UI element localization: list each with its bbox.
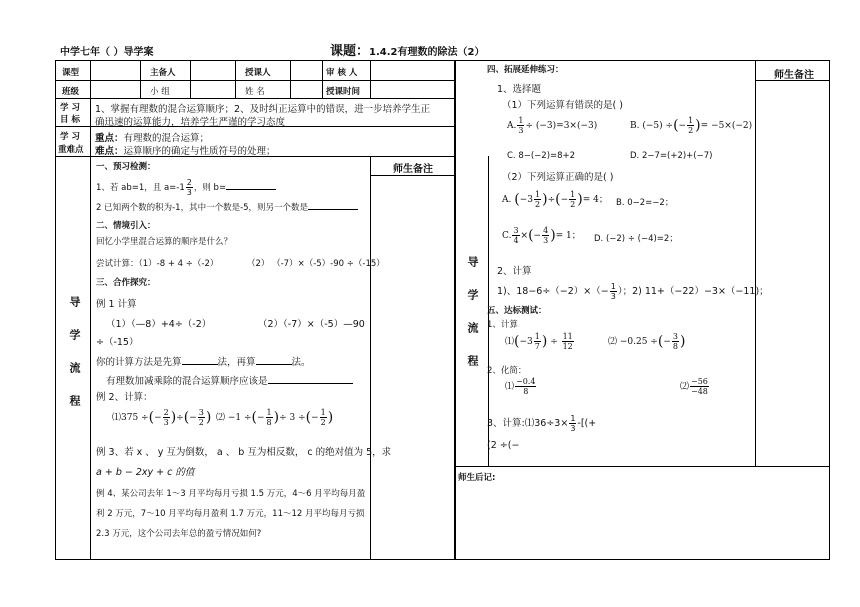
example-1a: （1）（—8）+4÷（-2） (106, 319, 212, 330)
test-calc-4: (2 ÷(− (487, 440, 520, 451)
difficult-point: 难点：运算顺序的确定与性质符号的处理； (95, 146, 276, 157)
notes-label-left: 师生备注 (393, 164, 433, 175)
choose-title: 1、选择题 (497, 84, 542, 95)
choose-q2-c: C. $\frac{3}{4}$ ×(− $\frac{4}{3}$ )= 1； (502, 226, 581, 245)
section-intro: 二、情境引入： (96, 221, 156, 231)
example-1-title: 例 1 计算 (96, 299, 137, 310)
section-test: 五、达标测试： (487, 306, 547, 316)
choose-q1: （1）下列运算有错误的是( ) (502, 100, 623, 111)
choose-q2-a: A. (−3 $\frac{1}{2}$ )÷(− $\frac{1}{2}$ )= 4； (502, 190, 608, 209)
test-calc-3: 3、计算:⑴36÷3× $\frac{1}{3}$ -[(+ (487, 414, 597, 433)
choose-q1-d: D. 2−7=(+2)+(−7) (630, 151, 713, 161)
goals-text-2: 确迅速的运算能力，培养学生严谨的学习态度 (95, 117, 286, 128)
flow-label-right: 导学流程 (466, 256, 479, 388)
notes-label-right: 师生备注 (774, 70, 814, 81)
choose-q2-b: B. 0−2=−2； (616, 198, 674, 208)
example-4b: 利 2 万元，7～10 月平均每月盈利 1.7 万元，11～12 月平均每月亏损 (96, 509, 365, 519)
order-question: 有理数加减乘除的混合运算顺序应该是 (106, 373, 353, 387)
intro-question: 回忆小学里混合运算的顺序是什么？ (96, 237, 233, 247)
lecturer-label: 授课人 (245, 68, 271, 78)
method-question: 你的计算方法是先算 法，再算 法。 (96, 357, 311, 368)
example-3b: a + b − 2xy + c 的值 (96, 467, 195, 478)
name-label: 姓 名 (245, 87, 265, 97)
q1: 1、若 ab=1，且 a=-1 $\frac{2}{3}$ ，则 b= (96, 178, 276, 197)
example-3a: 例 3、若 x 、 y 互为倒数， a 、 b 互为相反数， c 的绝对值为 5，求 (96, 447, 392, 458)
example-2a: ⑴375 ÷(− $\frac{2}{3}$ )÷(− $\frac{3}{2}$ ) (112, 408, 212, 427)
key-point: 重点：有理数的混合运算； (95, 133, 210, 144)
test-calc-2: ⑵ −0.25 ÷(− $\frac{3}{8}$ ) (608, 332, 686, 351)
section-preview: 一、预习检测： (96, 162, 156, 172)
try-calc-2: （2） （-7）×（-5）-90 ÷（-15） (247, 259, 385, 269)
section-extend: 四、拓展延伸练习： (487, 65, 564, 75)
try-calc-1: 尝试计算：（1）-8 + 4 ÷（-2） (96, 259, 219, 269)
key-label-2: 重难点 (58, 145, 84, 155)
class-label: 班级 (62, 87, 80, 97)
key-label-1: 学 习 (60, 132, 80, 142)
example-2-title: 例 2、计算： (96, 392, 153, 403)
reviewer-label: 审 核 人 (326, 68, 358, 78)
choose-q2: （2）下列运算正确的是( ) (502, 172, 614, 183)
goals-label-2: 目 标 (60, 115, 80, 125)
grade-header: 中学七年（ ）导学案 (60, 47, 154, 58)
section-explore: 三、合作探究： (96, 278, 156, 288)
goals-label-1: 学 习 (60, 103, 80, 113)
example-4a: 例 4、某公司去年 1～3 月平均每月亏损 1.5 万元，4～6 月平均每月盈 (96, 489, 366, 499)
choose-q1-a: A. $\frac{1}{3}$ ÷ (−3)=3×(−3) (507, 116, 598, 135)
simplify-title: 2、化简： (487, 366, 527, 376)
title-label: 课题： (330, 44, 370, 59)
calc-questions: 1)、18−6÷（−2）×（− $\frac{1}{3}$ ）；2) 11+（−22）−3×（−11)； (497, 282, 769, 301)
preparer-label: 主备人 (150, 68, 176, 78)
calc-title: 2、计算 (497, 266, 532, 277)
test-calc-1: ⑴(−3 $\frac{1}{7}$ ) ÷ $\frac{11}{12}$ (505, 332, 573, 351)
choose-q1-c: C. 8−(−2)=8+2 (507, 151, 576, 161)
example-4c: 2.3 万元，这个公司去年总的盈亏情况如何? (96, 529, 262, 539)
title-text: 1.4.2有理数的除法（2） (369, 47, 485, 58)
q2: 2 已知两个数的积为-1，其中一个数是-5，则另一个数是 (96, 201, 358, 213)
lesson-title (330, 40, 484, 59)
postscript-label: 师生后记: (458, 473, 496, 483)
example-1b: （2）（-7）×（-5）—90 (258, 319, 365, 330)
example-1c: ÷（-15） (96, 337, 139, 348)
time-label: 授课时间 (326, 87, 361, 97)
test-calc-title: 1、计算 (487, 320, 518, 330)
flow-label-left: 导学流程 (68, 296, 81, 428)
example-2b: ⑵ −1 ÷(− $\frac{1}{8}$ )÷ 3 ÷(− $\frac{1}{2}$ ) (216, 408, 334, 427)
course-type-label: 课型 (62, 68, 80, 78)
group-label: 小 组 (150, 87, 170, 97)
simplify-1: ⑴ $\frac{-0.4}{8}$ (505, 377, 536, 396)
simplify-2: ⑵ $\frac{-56}{-48}$ (680, 377, 708, 396)
choose-q2-d: D. (−2) ÷ (−4)=2； (594, 234, 678, 244)
goals-text-1: 1、掌握有理数的混合运算顺序；2、及时纠正运算中的错误，进一步培养学生正 (95, 104, 431, 115)
choose-q1-b: B. (−5) ÷(− $\frac{1}{2}$ )= −5×(−2) (630, 116, 753, 135)
